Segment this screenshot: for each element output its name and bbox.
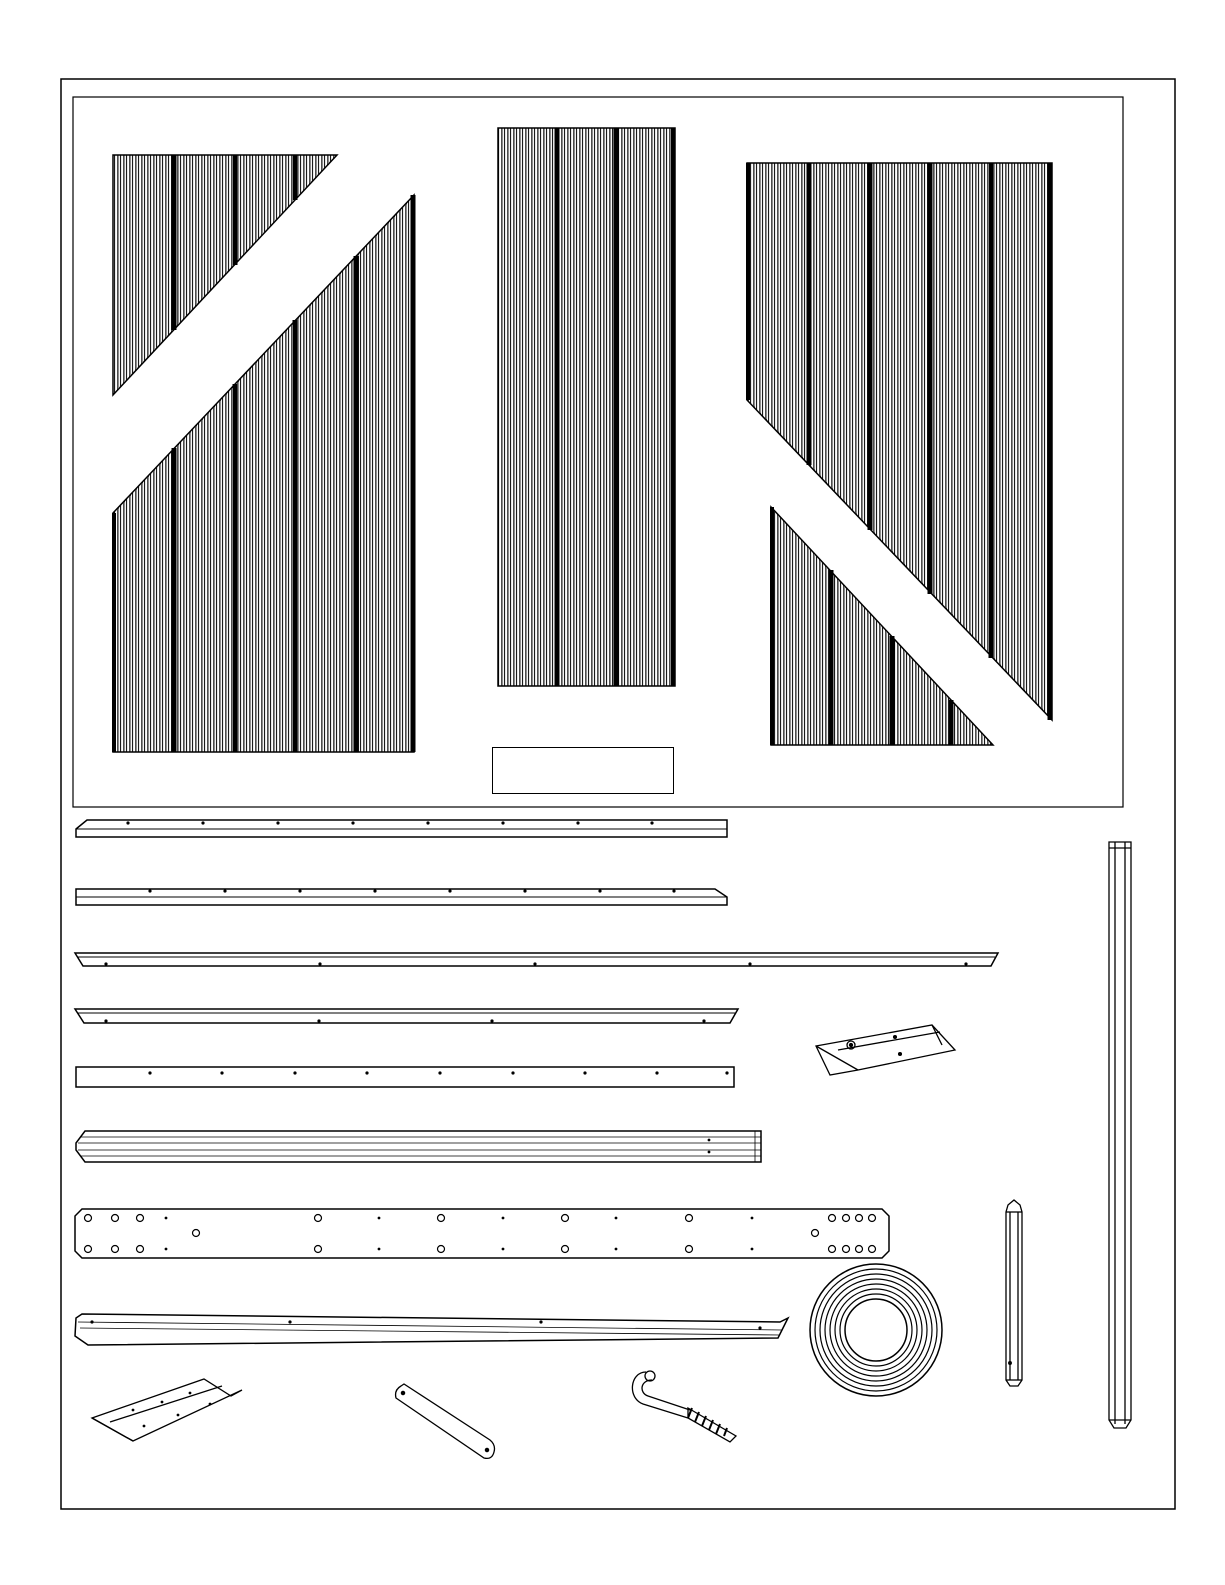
tall-post [1109,842,1131,1428]
rail-4 [75,1009,738,1023]
plate [75,1209,889,1258]
rail-1 [76,820,727,837]
small-bracket [92,1379,242,1441]
corner-bracket [816,1025,955,1075]
rail-3 [75,953,998,966]
panel-center-rectangle [498,128,675,686]
rail-2 [76,889,727,905]
strap [396,1384,495,1458]
ridge-cap [75,1314,788,1345]
panels-label-box [492,747,674,794]
rail-6 [76,1131,761,1162]
rail-5 [76,1067,734,1087]
tape-coil [810,1264,942,1396]
short-post [1006,1200,1022,1386]
hook-screw [632,1371,736,1442]
